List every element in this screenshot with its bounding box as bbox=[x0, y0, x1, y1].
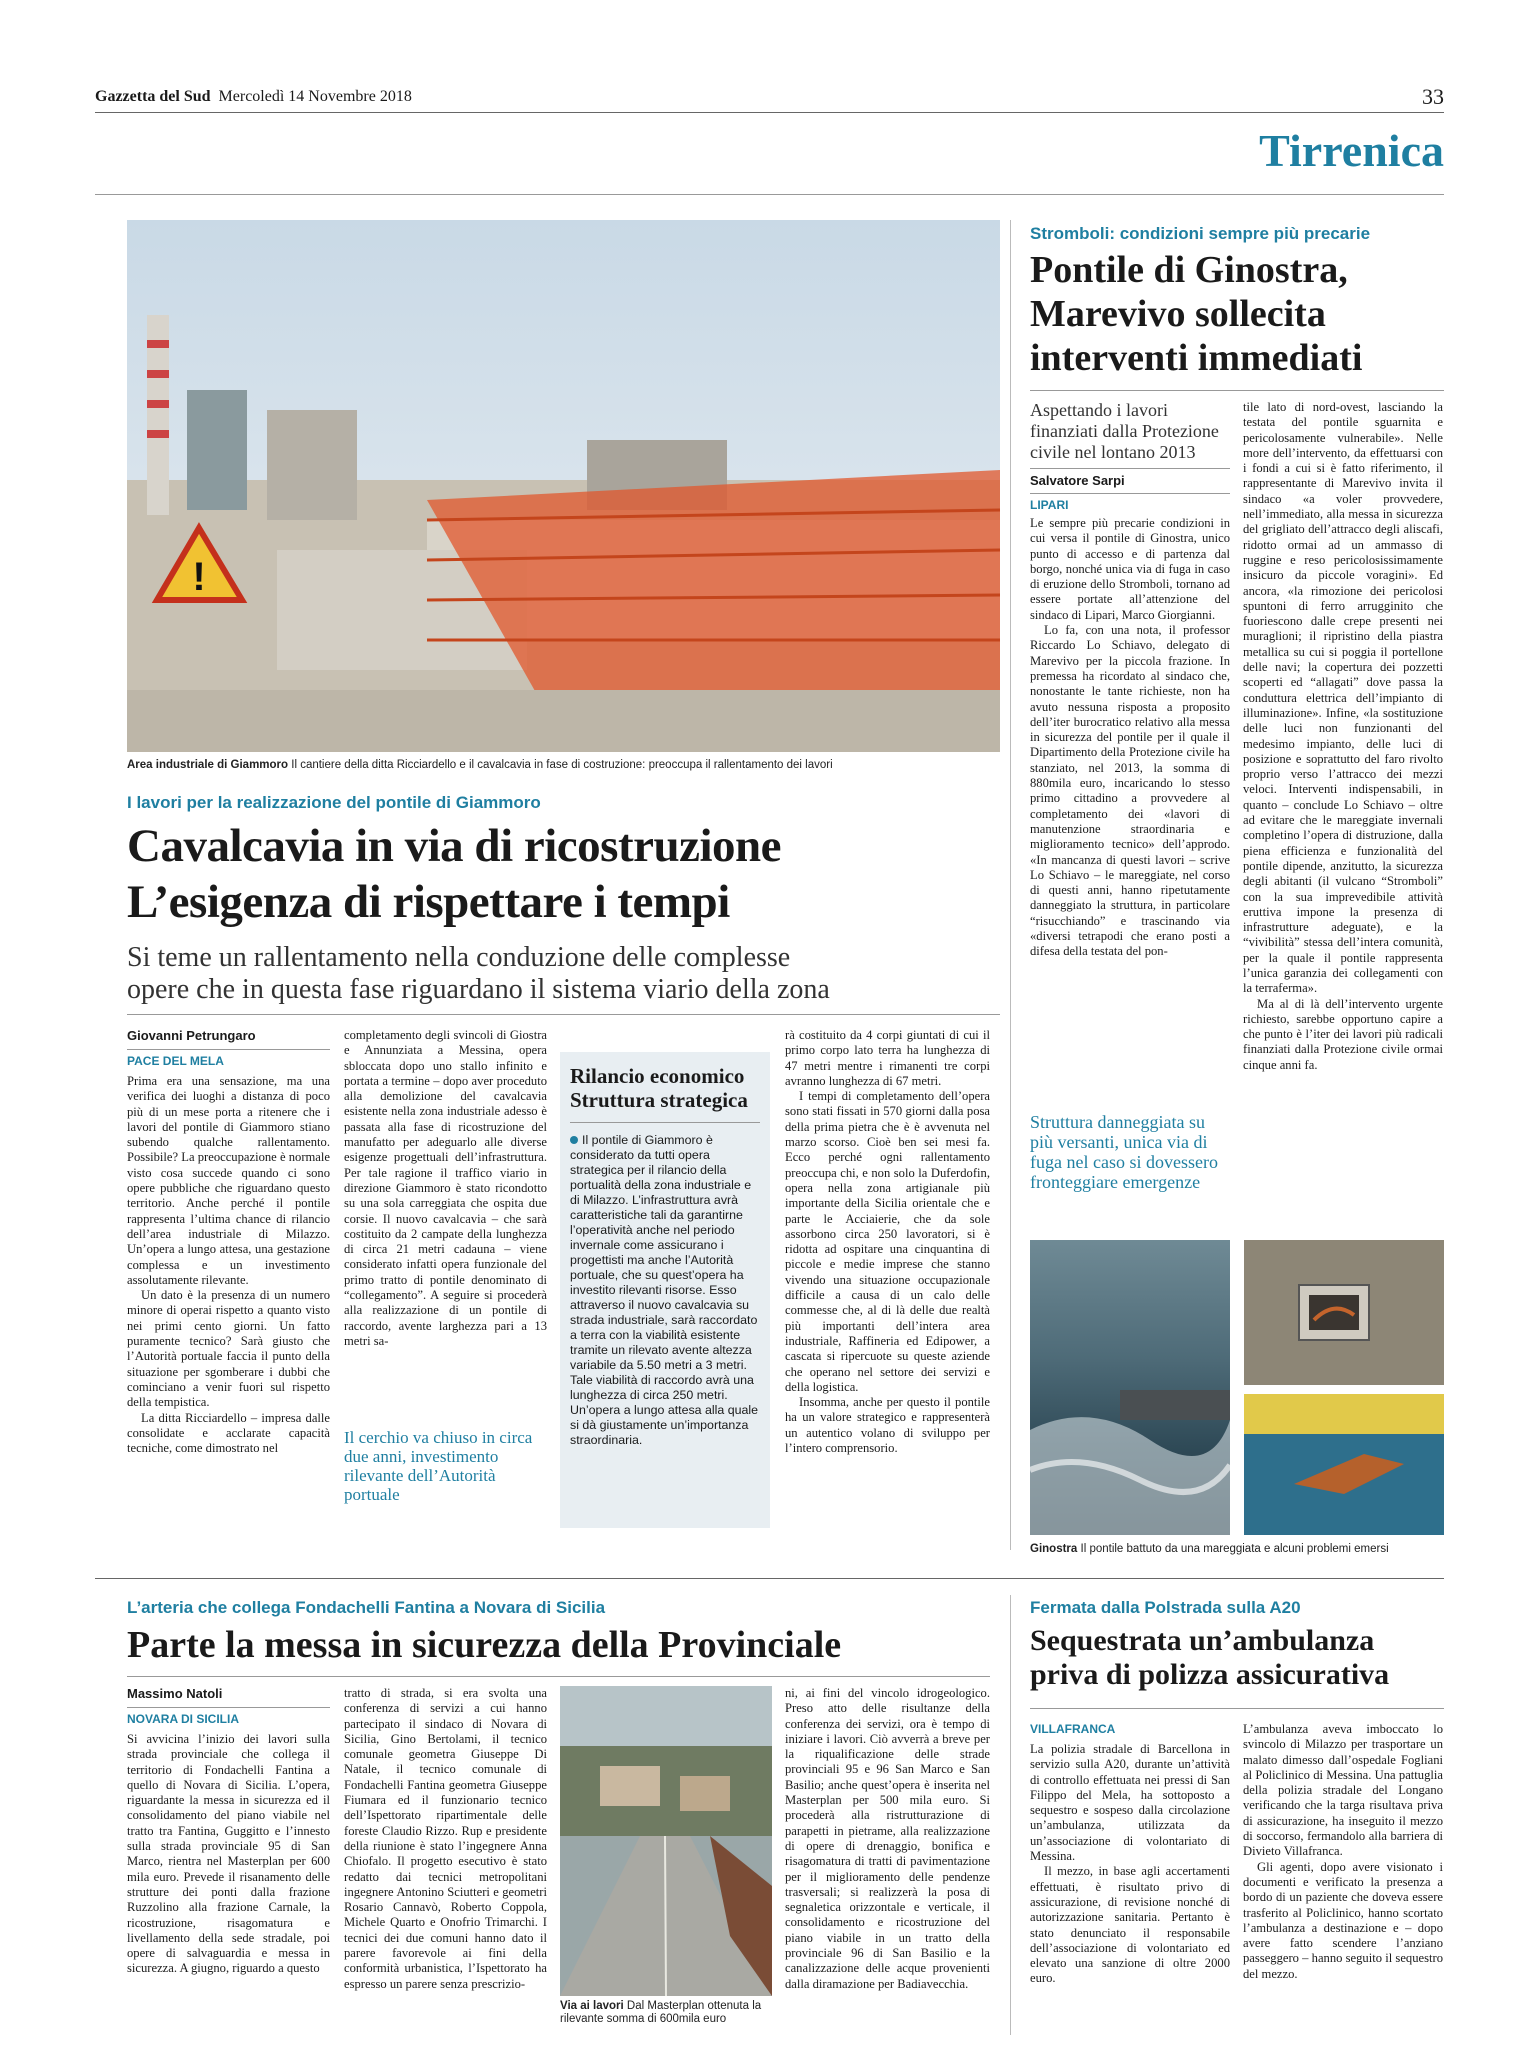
masthead bbox=[95, 88, 412, 106]
story3-kicker: L’arteria che collega Fondachelli Fantina a Novara di Sicilia bbox=[127, 1598, 606, 1617]
story4-col2 bbox=[1243, 1722, 1443, 1982]
story4-headline-rule bbox=[1030, 1708, 1444, 1709]
paper-name: Gazzetta del Sud bbox=[95, 88, 211, 105]
paragraph: ni, ai fini del vincolo idrogeologico. Preso atto delle risultanze della conferenza dei servizi, ora è tempo di iniziare i lavori. Ciò avverrà a breve per la riqualificazione delle strade provinciali 95 e 96 San Marco e San Basilio; anche quest’opera è inserita nel Masterplan per 500 mila euro. Si procederà alla ristrutturazione di parapetti in pietrame, alla realizzazione di opere di drenaggio, bonifica e risagomatura di tratti di pavimentazione per il miglioramento delle pendenze trasversali; si realizzerà la posa di segnaletica orizzontale e verticale, il consolidamento e ricostruzione del piano viabile in un tratto della provinciale 96 di San Basilio e la canalizzazione delle acque provenienti dalla diramazione per Badiavecchia. bbox=[785, 1686, 990, 1991]
story1-location: PACE DEL MELA bbox=[127, 1054, 224, 1068]
paragraph: tile lato di nord-ovest, lasciando la testata del pontile sguarnita e pericolosamente vulnerabile». Nelle more dell’intervento, da effettuarsi con i fondi a cui si è fatto riferimento, il rappresentante di Marevivo invita il sindaco «a voler provvedere, nell’immediato, alla messa in sicurezza del grigliato dell’attracco degli aliscafi, ridotto ormai ad un ammasso di ruggine e reso pericolosissimamente insicuro da piccole voragini». Ed ancora, «la rimozione dei pericolosi spuntoni di ferro arrugginito che fuoriescono dalle crepe presenti nei muraglioni; il ripristino della piastra metallica su cui si poggia il portellone delle navi; la copertura dei pozzetti scoperti ed “allagati” dove passa la conduttura elettrica dell’impianto di illuminazione». Infine, «la sostituzione delle luci non funzionanti del medesimo impianto, delle luci di posizione e soprattutto del faro rivolto proprio verso l’attracco dei mezzi veloci. Interventi indispensabili, in quanto – conclude Lo Schiavo – oltre ad evitare che le mareggiate invernali completino l’opera di distruzione, dalla piena efficienza e funzionalità del pontile dipende, anzitutto, la sicurezza degli abitanti (il vulcano “Stromboli” con la sua imprevedibile attività eruttiva impone la presenza di infrastrutture adeguate), e la “vivibilità” stessa dell’intera comunità, per la quale il pontile rappresenta l’unica garanzia dei collegamenti con la terraferma». bbox=[1243, 400, 1443, 996]
photo-caption-2 bbox=[1030, 1542, 1444, 1556]
story2-author: Salvatore Sarpi bbox=[1030, 473, 1125, 488]
column-divider bbox=[1010, 1595, 1011, 2035]
story3-col1 bbox=[127, 1686, 330, 1977]
story3-author: Massimo Natoli bbox=[127, 1686, 223, 1701]
photo-caption-1 bbox=[127, 758, 1007, 772]
pit-photo bbox=[1244, 1240, 1444, 1385]
story1-deck-1: Si teme un rallentamento nella conduzione delle complesse bbox=[127, 942, 791, 973]
sea-wave-photo bbox=[1030, 1240, 1230, 1535]
story2-deck: Aspettando i lavori finanziati dalla Protezione civile nel lontano 2013 bbox=[1030, 400, 1219, 462]
paragraph: Si avvicina l’inizio dei lavori sulla strada provinciale che collega il territorio di Fondachelli Fantina a quello di Novara di Sicilia. L’opera, riguardante la messa in sicurezza ed il consolidamento del piano viabile nel tratto tra Fantina, Guggitto e l’innesto sulla strada provinciale 95 di San Marco, rientra nel Masterplan per 600 mila euro. Prevede il risanamento delle strutture dei ponti dalla frazione Ruzzolino alla frazione Carnale, la ricostruzione, risagomatura e livellamento della sede stradale, poi opere di salvaguardia e messa in sicurezza. A giugno, riguardo a questo bbox=[127, 1732, 330, 1976]
photo-construction-site bbox=[127, 220, 1000, 752]
bullet-icon bbox=[570, 1136, 578, 1144]
paragraph: Un dato è la presenza di un numero minore di operai rispetto a quanto visto nei primi cento giorni. Un fatto puramente tecnico? Sarà giusto che l’Autorità portuale faccia il punto della situazione per sgomberare i dubbi che cominciano a venir fuori sul rispetto della tempistica. bbox=[127, 1288, 330, 1410]
story3-headline: Parte la messa in sicurezza della Provinciale bbox=[127, 1624, 842, 1666]
paragraph: Ma al di là dell’intervento urgente richiesto, sarebbe opportuno capire a che punto è l’iter dei lavori più radicali finanziati dalla Protezione civile ormai cinque anni fa. bbox=[1243, 996, 1443, 1072]
story1-callout: Il cerchio va chiuso in circa due anni, investimento rilevante dell’Autorità portuale bbox=[344, 1428, 533, 1504]
story4-headline bbox=[1030, 1624, 1389, 1692]
story3-col2 bbox=[344, 1686, 547, 1992]
paragraph: Gli agenti, dopo avere visionato i documenti e verificato la presenza a bordo di un paziente che doveva essere trasferito al Policlinico, hanno scortato l’ambulanza a destinazione e – dopo avere fatto scendere l’anziano passeggero – hanno seguito il sequestro del mezzo. bbox=[1243, 1859, 1443, 1981]
story2-headline-rule bbox=[1030, 390, 1444, 391]
caption-head: Via ai lavori bbox=[560, 2000, 624, 2012]
story1-deck-2: opere che in questa fase riguardano il sistema viario della zona bbox=[127, 974, 830, 1005]
column-divider bbox=[1010, 220, 1011, 1550]
road-photo bbox=[560, 1686, 772, 1996]
paragraph: La polizia stradale di Barcellona in servizio sulla A20, durante un’attività di controllo effettuata nei pressi di San Filippo del Mela, ha sottoposto a sequestro e sospeso dalla circolazione un’ambulanza, utilizzata da un’associazione di volontariato di Messina. bbox=[1030, 1742, 1230, 1864]
box-title-2: Struttura strategica bbox=[570, 1088, 748, 1112]
photo-caption-3 bbox=[560, 2000, 775, 2026]
story3-headline-rule bbox=[127, 1676, 990, 1677]
story4-headline-2: priva di polizza assicurativa bbox=[1030, 1658, 1390, 1691]
paragraph: tratto di strada, si era svolta una conferenza di servizi a cui hanno partecipato il sindaco di Novara di Sicilia, Gino Bertolami, il tecnico comunale geometra Giuseppe Di Natale, il tecnico comunale di Fondachelli Fantina geometra Giuseppe Fiumara ed il funzionario tecnico dell’Ispettorato ripartimentale delle foreste Claudio Rizzo. Rup e presidente della riunione è stato l’ingegnere Anna Chiofalo. Il progetto esecutivo è stato redatto dai tecnici metropolitani ingegnere Antonino Sciutteri e geometri Rosario Cannavò, Roberto Coppola, Michele Quarto e Onofrio Trimarchi. I tecnici dei due comuni hanno dato il parere favorevole ai fini della conformità urbanistica, l’Ispettorato ha espresso un parere senza prescrizio- bbox=[344, 1686, 547, 1991]
story2-headline-3: interventi immediati bbox=[1030, 337, 1363, 379]
photo-ginostra-sea bbox=[1030, 1240, 1230, 1535]
paragraph: L’ambulanza aveva imboccato lo svincolo di Milazzo per trasportare un malato dimesso dall’ospedale Fogliani al Policlinico di Messina. Una pattuglia della polizia stradale del Longano verificando che la targa risultava priva di assicurazione, ha inseguito il mezzo di soccorso, fermandolo alla barriera di Divieto Villafranca. bbox=[1243, 1722, 1443, 1859]
photo-road bbox=[560, 1686, 772, 1996]
caption-head: Ginostra bbox=[1030, 1543, 1078, 1555]
photo-ginostra-pit bbox=[1244, 1240, 1444, 1385]
paragraph: rà costituito da 4 corpi giuntati di cui il primo corpo lato terra ha lunghezza di 47 metri mentre i rimanenti tre corpi avranno lunghezza di 67 metri. bbox=[785, 1028, 990, 1088]
photo-ginostra-rust bbox=[1244, 1394, 1444, 1535]
story1-headline-2: L’esigenza di rispettare i tempi bbox=[127, 876, 730, 928]
section-rule bbox=[95, 194, 1444, 195]
construction-photo bbox=[127, 220, 1000, 752]
story4-location: VILLAFRANCA bbox=[1030, 1722, 1116, 1736]
story1-col4 bbox=[785, 1028, 990, 1456]
caption-text: Il cantiere della ditta Ricciardello e il cavalcavia in fase di costruzione: preoccupa il rallentamento dei lavori bbox=[291, 759, 833, 771]
masthead-rule bbox=[95, 112, 1444, 113]
page-number: 33 bbox=[1422, 84, 1444, 109]
story4-kicker: Fermata dalla Polstrada sulla A20 bbox=[1030, 1598, 1301, 1617]
box-text: Il pontile di Giammoro è considerato da tutti opera strategica per il rilancio della portualità della zona industriale e di Milazzo. L’infrastruttura avrà caratteristiche tali da garantirne l’operatività anche nel periodo invernale come assicurano i progettisti ma anche l’Autorità portuale, che su quest’opera ha investito rilevanti risorse. Esso attraverso il nuovo cavalcavia su strada industriale, sarà raccordato a terra con la viabilità esistente tramite un rilevato avente altezza variabile da 5.50 metri a 3 metri. Tale viabilità di raccordo avrà una lunghezza di circa 250 metri. Un’opera a lungo attesa alla quale si dà giustamente un’importanza straordinaria. bbox=[570, 1133, 759, 1447]
story1-headline-1: Cavalcavia in via di ricostruzione bbox=[127, 820, 782, 872]
rust-photo bbox=[1244, 1394, 1444, 1535]
story1-col1 bbox=[127, 1028, 330, 1456]
paragraph: I tempi di completamento dell’opera sono stati fissati in 570 giorni dalla posa della prima pietra che è è avvenuta nel marzo scorso. Cioè ben sei mesi fa. Ecco perché ogni rallentamento preoccupa chi, e non solo la Duferdofin, opera nella zona artigianale più importante della Sicilia orientale che e parte le Acciaierie, che da sole assorbono circa 250 lavoratori, si è ridotta ad ospitare una cinquantina di piccole e medie imprese che stanno vivendo una situazione occupazionale difficile a causa di un calo delle commesse che, al di là delle due realtà più importanti dell’intera area industriale, Raffineria ed Edipower, a cascata si ripercuote su queste aziende che operano nel settore dei servizi e della logistica. bbox=[785, 1089, 990, 1394]
story2-location: LIPARI bbox=[1030, 498, 1069, 512]
story2-headline bbox=[1030, 248, 1362, 380]
paragraph: completamento degli svincoli di Giostra e Annunziata a Messina, opera sbloccata dopo uno stallo infinito e portata a termine – dopo aver proceduto alla demolizione del cavalcavia esistente nella zona industriale adesso è passata alla fase di ricostruzione del manufatto per adeguarlo alle diverse esigenze progettuali dell’infrastruttura. Per tale ragione il traffico viario in direzione Giammoro è stato ricondotto su una sola carreggiata che ospita due corsie. Il nuovo cavalcavia – che sarà costituito da 2 campate della lunghezza di circa 21 metri cadauna – viene considerato infatti opera funzionale del primo tratto di pontile denominato di “collegamento”. A seguire si procederà alla realizzazione di un pontile di raccordo, avente larghezza pari a 13 metri sa- bbox=[344, 1028, 547, 1348]
story1-deck-rule bbox=[127, 1014, 1000, 1015]
story2-kicker: Stromboli: condizioni sempre più precarie bbox=[1030, 224, 1371, 243]
story1-col2 bbox=[344, 1028, 547, 1349]
story3-location: NOVARA DI SICILIA bbox=[127, 1712, 240, 1726]
story1-kicker: I lavori per la realizzazione del pontile di Giammoro bbox=[127, 793, 541, 812]
paragraph: Il mezzo, in base agli accertamenti effettuati, è risultato privo di assicurazione, di revisione nonché di autorizzazione sanitaria. Pertanto è stato denunciato il responsabile dell’associazione di volontariato ed elevato una sanzione di oltre 2000 euro. bbox=[1030, 1864, 1230, 1986]
paragraph: La ditta Ricciardello – impresa dalle consolidate e acclarate capacità tecniche, come dimostrato nel bbox=[127, 1410, 330, 1456]
svg-text:!: ! bbox=[192, 555, 206, 599]
issue-date: Mercoledì 14 Novembre 2018 bbox=[218, 88, 412, 105]
box-title-1: Rilancio economico bbox=[570, 1064, 745, 1088]
story4-headline-1: Sequestrata un’ambulanza bbox=[1030, 1624, 1375, 1657]
paragraph: Lo fa, con una nota, il professor Riccardo Lo Schiavo, delegato di Marevivo per la piccola frazione. In premessa ha ricordato al sindaco che, nonostante le tante richieste, non ha avuto nessuna risposta a proposito dell’iter burocratico relativo alla messa in sicurezza del pontile per il quale il Dipartimento della Protezione civile ha stanziato, nel 2013, la somma di 880mila euro, incaricando lo stesso primo cittadino a provvedere al completamento dei «lavori di manutenzione straordinaria e miglioramento tecnico» dell’approdo. «In mancanza di questi lavori – scrive Lo Schiavo – le mareggiate, nel corso di questi anni, hanno ripetutamente danneggiato la struttura, in particolare “risucchiando” e trascinando via «diversi tetrapodi che erano posti a difesa della testata del pon- bbox=[1030, 623, 1230, 959]
story2-callout: Struttura danneggiata su più versanti, unica via di fuga nel caso si dovessero fronteggiare emergenze bbox=[1030, 1112, 1218, 1192]
story2-headline-1: Pontile di Ginostra, bbox=[1030, 249, 1348, 291]
story2-col2 bbox=[1243, 400, 1443, 1073]
caption-text: Il pontile battuto da una mareggiata e alcuni problemi emersi bbox=[1080, 1543, 1389, 1555]
section-title: Tirrenica bbox=[1259, 125, 1444, 176]
story4-col1 bbox=[1030, 1722, 1230, 1987]
story2-headline-2: Marevivo sollecita bbox=[1030, 293, 1326, 335]
horizontal-divider bbox=[95, 1578, 1444, 1579]
story2-col1 bbox=[1030, 400, 1230, 960]
sidebar-box bbox=[560, 1052, 770, 1528]
caption-head: Area industriale di Giammoro bbox=[127, 759, 289, 771]
story3-col4 bbox=[785, 1686, 990, 1992]
caption-text: Dal Masterplan ottenuta la rilevante somma di 600mila euro bbox=[560, 2000, 762, 2025]
paragraph: Le sempre più precarie condizioni in cui versa il pontile di Ginostra, unico punto di accesso e di partenza dal borgo, nonché unica via di fuga in caso di eruzione dello Stromboli, tornano ad essere portate all’attenzione del sindaco di Lipari, Marco Giorgianni. bbox=[1030, 516, 1230, 622]
paragraph: Insomma, anche per questo il pontile ha un valore strategico e rappresenterà un autentico volano di sviluppo per l’intero comprensorio. bbox=[785, 1395, 990, 1456]
story1-author: Giovanni Petrungaro bbox=[127, 1028, 256, 1043]
paragraph: Prima era una sensazione, ma una verifica dei luoghi a distanza di poco più di un mese porta a ritenere che i lavori del pontile di Giammoro stiano subendo qualche rallentamento. Possibile? La preoccupazione è normale visto cosa succede quando ci sono opere pubbliche che riguardano questo territorio. Anche perché il pontile rappresenta l’ultima chance di rilancio dell’area industriale di Milazzo. Un’opera a lungo attesa, una gestazione complessa e un investimento assolutamente rilevante. bbox=[127, 1074, 330, 1287]
